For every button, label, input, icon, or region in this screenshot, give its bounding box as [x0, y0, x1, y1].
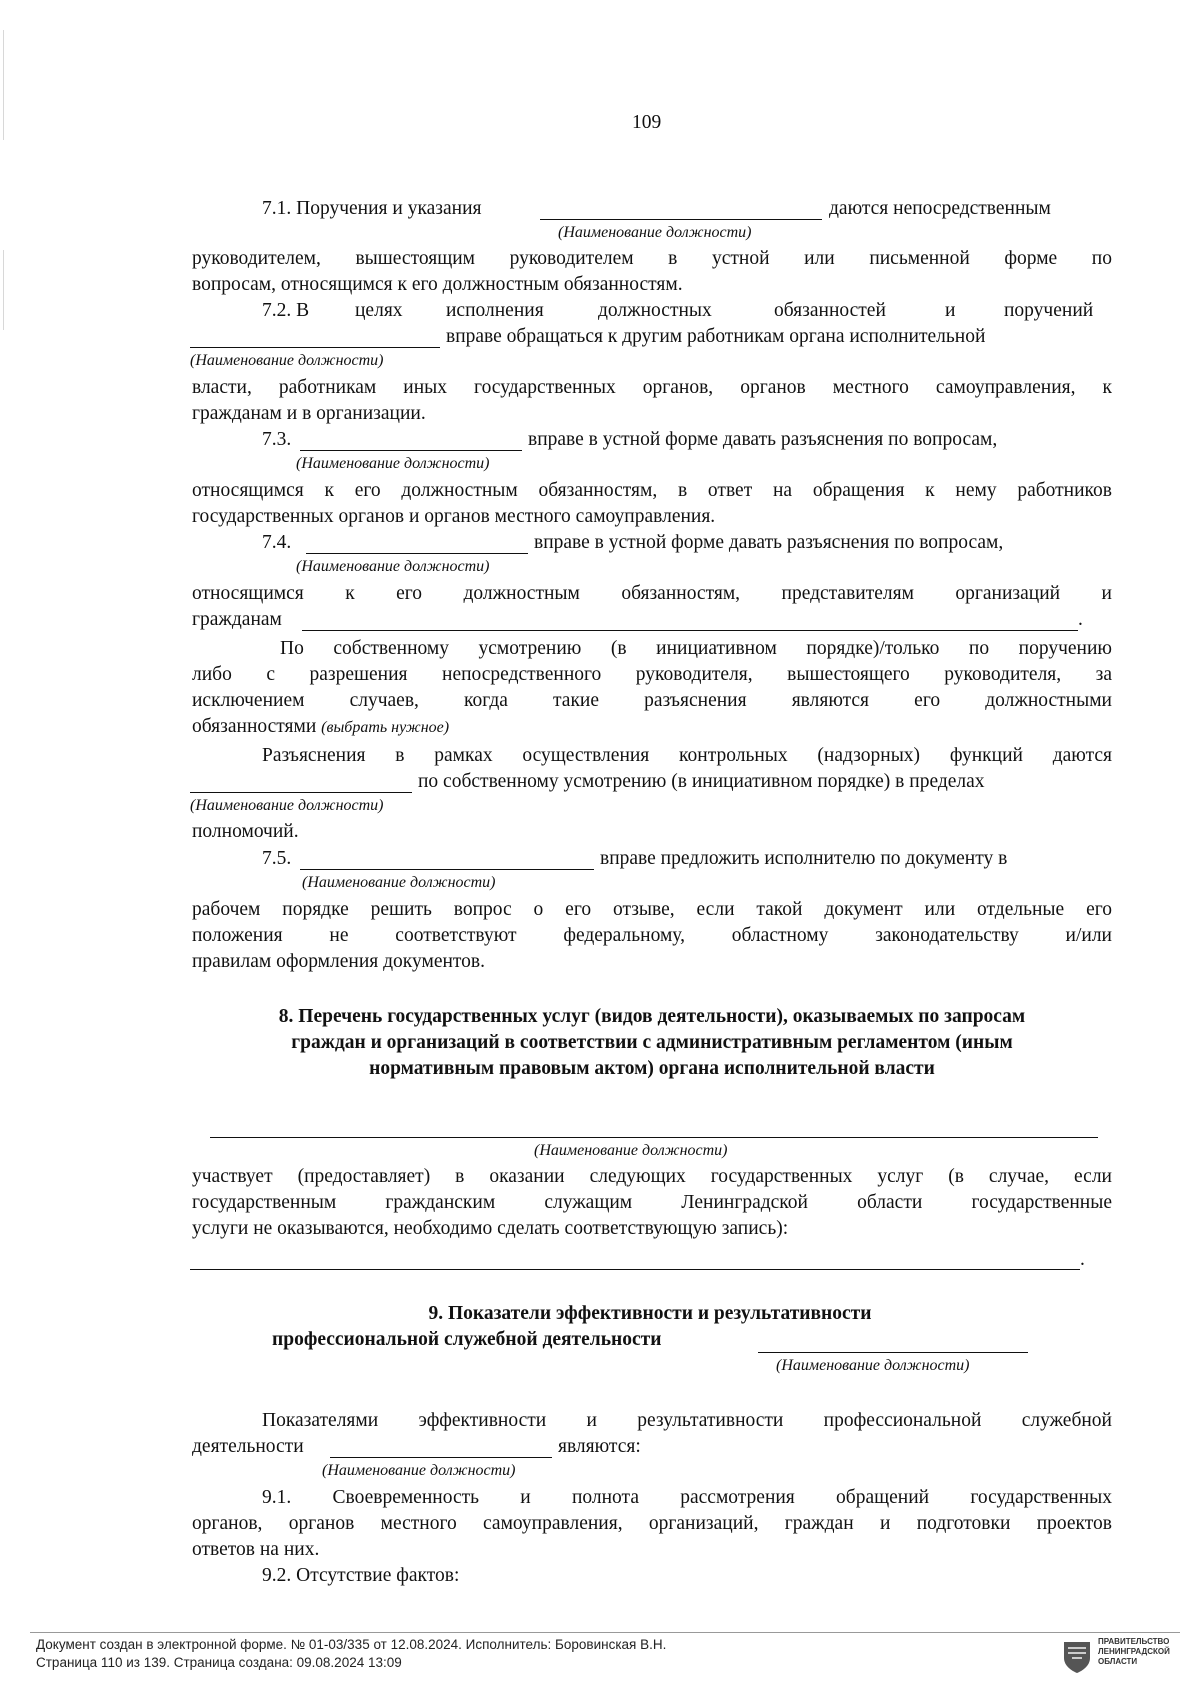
s9-line1: Показателями эффективности и результативности профессиональной служебной: [262, 1410, 1112, 1431]
s72-line3: власти, работникам иных государственных органов, органов местного самоуправления, к: [192, 377, 1112, 398]
section9-blank: [758, 1352, 1028, 1353]
s75-tail: вправе предложить исполнителю по документу в: [600, 848, 1008, 869]
government-logo-text: [1098, 1637, 1170, 1667]
s72-word: должностных: [598, 300, 712, 321]
s73-line2: относящимся к его должностным обязанностям, в ответ на обращения к нему работников: [192, 480, 1112, 501]
s74-citizens-blank: [302, 630, 1078, 631]
section9-heading-line1: 9. Показатели эффективности и результативности: [428, 1303, 872, 1324]
s71-line2: руководителем, вышестоящим руководителем в устной или письменной форме по: [192, 248, 1112, 269]
s8-line1: участвует (предоставляет) в оказании следующих государственных услуг (в случае, если: [192, 1166, 1112, 1187]
s74-para2-blank: [190, 792, 412, 793]
s72-word: целях: [355, 300, 403, 321]
logo-text-line: ПРАВИТЕЛЬСТВО: [1098, 1637, 1170, 1646]
footer-line1: Документ создан в электронной форме. № 01-03/335 от 12.08.2024. Исполнитель: Боровинская В.Н.: [36, 1637, 667, 1652]
s72-word: 7.2. В: [262, 300, 310, 321]
s74-para2-caption: (Наименование должности): [190, 797, 384, 814]
footer-line2: Страница 110 из 139. Страница создана: 09.08.2024 13:09: [36, 1655, 402, 1670]
s74-para1-line3: исключением случаев, когда такие разъяснения являются его должностными: [192, 690, 1112, 711]
s75-line2: рабочем порядке решить вопрос о его отзыве, если такой документ или отдельные его: [192, 899, 1112, 920]
s8-line3: услуги не оказываются, необходимо сделать соответствующую запись):: [192, 1218, 789, 1239]
s74-blank: [306, 553, 528, 554]
s74-number: 7.4.: [262, 532, 292, 553]
section8-heading-line2: граждан и организаций в соответствии с административным регламентом (иным: [291, 1032, 1013, 1053]
s75-line3: положения не соответствуют федеральному, областному законодательству и/или: [192, 925, 1112, 946]
scan-edge-mark: [3, 250, 4, 330]
s8-services-blank: [190, 1269, 1080, 1270]
s73-line3: государственных органов и органов местного самоуправления.: [192, 506, 716, 527]
s74-line2: относящимся к его должностным обязанностям, представителям организаций и: [192, 583, 1112, 604]
s72-line4: гражданам и в организации.: [192, 403, 426, 424]
s8-period: .: [1080, 1249, 1085, 1270]
s74-para1-line4-text: обязанностями: [192, 716, 317, 737]
coat-of-arms-icon: [1062, 1640, 1092, 1674]
s8-position-blank: [210, 1137, 1098, 1138]
s74-tail: вправе в устной форме давать разъяснения по вопросам,: [534, 532, 1004, 553]
section8-heading-line1: 8. Перечень государственных услуг (видов деятельности), оказываемых по запросам: [278, 1006, 1026, 1027]
s74-para2-line1: Разъяснения в рамках осуществления контрольных (надзорных) функций даются: [262, 745, 1112, 766]
s9-line2-tail: являются:: [558, 1436, 641, 1457]
s9-item1-line2: органов, органов местного самоуправления, организаций, граждан и подготовки проектов: [192, 1513, 1112, 1534]
s74-caption: (Наименование должности): [296, 558, 490, 575]
s71-tail: даются непосредственным: [829, 198, 1051, 219]
s74-para1-line4: [192, 714, 449, 740]
s8-line2: государственным гражданским служащим Ленинградской области государственные: [192, 1192, 1112, 1213]
s73-caption: (Наименование должности): [296, 455, 490, 472]
s71-blank: [540, 219, 822, 220]
s75-line4: правилам оформления документов.: [192, 951, 486, 972]
s74-para2-tail: по собственному усмотрению (в инициативном порядке) в пределах: [418, 771, 985, 792]
s73-number: 7.3.: [262, 429, 292, 450]
s9-item1-line1: 9.1. Своевременность и полнота рассмотрения обращений государственных: [262, 1487, 1112, 1508]
choose-note: (выбрать нужное): [321, 719, 450, 736]
page-number: 109: [632, 112, 662, 133]
section8-heading-line3: нормативным правовым актом) органа исполнительной власти: [369, 1058, 935, 1079]
s72-word: обязанностей: [774, 300, 886, 321]
s72-word: и: [945, 300, 956, 321]
s74-line3: гражданам: [192, 609, 282, 630]
government-logo: [1062, 1640, 1092, 1679]
s73-blank: [300, 450, 522, 451]
logo-text-line: ОБЛАСТИ: [1098, 1657, 1138, 1666]
s9-caption: (Наименование должности): [322, 1462, 516, 1479]
s9-line2-head: деятельности: [192, 1436, 304, 1457]
section9-heading-line2: профессиональной служебной деятельности: [272, 1329, 662, 1350]
s75-caption: (Наименование должности): [302, 874, 496, 891]
s73-tail: вправе в устной форме давать разъяснения по вопросам,: [528, 429, 998, 450]
s74-para1-line1: По собственному усмотрению (в инициативном порядке)/только по поручению: [280, 638, 1112, 659]
footer-rule: [30, 1632, 1180, 1633]
s8-caption: (Наименование должности): [534, 1142, 728, 1159]
s74-para1-line2: либо с разрешения непосредственного руководителя, вышестоящего руководителя, за: [192, 664, 1112, 685]
s72-word: поручений: [1004, 300, 1094, 321]
scan-edge-mark: [3, 30, 4, 140]
s9-blank: [330, 1457, 552, 1458]
s75-blank: [300, 869, 594, 870]
s9-item2: 9.2. Отсутствие фактов:: [262, 1565, 460, 1586]
s74-para2-line3: полномочий.: [192, 821, 299, 842]
logo-text-line: ЛЕНИНГРАДСКОЙ: [1098, 1647, 1170, 1656]
s72-word: исполнения: [446, 300, 544, 321]
s74-period: .: [1078, 609, 1083, 630]
s71-number: 7.1. Поручения и указания: [262, 198, 482, 219]
s71-line3: вопросам, относящимся к его должностным обязанностям.: [192, 274, 683, 295]
s75-number: 7.5.: [262, 848, 292, 869]
s71-caption: (Наименование должности): [558, 224, 752, 241]
s9-item1-line3: ответов на них.: [192, 1539, 320, 1560]
s72-line2-tail: вправе обращаться к другим работникам органа исполнительной: [446, 326, 986, 347]
s72-caption: (Наименование должности): [190, 352, 384, 369]
s72-blank: [190, 347, 440, 348]
section9-caption: (Наименование должности): [776, 1357, 970, 1374]
